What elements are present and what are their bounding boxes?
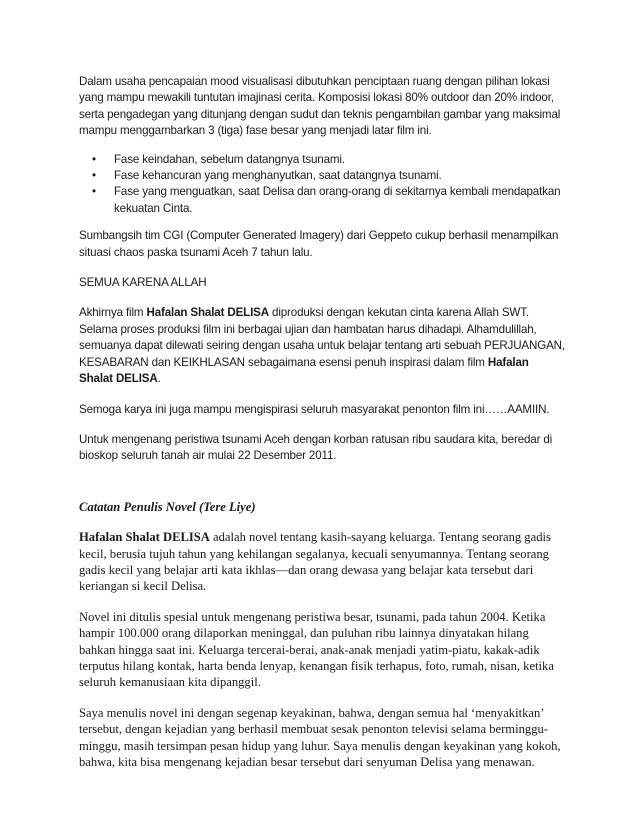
paragraph-cgi: Sumbangsih tim CGI (Computer Generated Imagery) dari Geppeto cukup berhasil menampilkan situasi chaos paska tsunami Aceh 7 tahun lalu. [79,229,559,259]
text-run: . [157,372,161,386]
paragraph-novel-tsunami: Novel ini ditulis spesial untuk mengenang peristiwa besar, tsunami, pada tahun 2004. Ketika hampir 100.000 orang dilaporkan meninggal, dan puluhan ribu lainnya dinyatakan hilang bahkan hingga saat ini. Keluarga tercerai-berai, anak-anak menjadi yatim-piatu, kakak-adik terputus hilang kontak, harta benda lenyap, kenangan fisik terhapus, foto, rumah, nisan, ketika seluruh kemanusiaan kita dipanggil. [79,609,554,690]
text-run: diproduksi dengan kekutan cinta karena Allah SWT. Selama proses produksi film ini berbagai ujian dan hambatan harus dihadapi. Alhamdulillah, semuanya dapat dilewati seiring dengan usaha untuk belajar tentang arti sebuah PERJUANGAN, KESABARAN dan KEIKHLASAN sebagaimana esensi penuh inspirasi dalam film [79,306,565,369]
paragraph-novel-intro [79,529,565,595]
bullet-icon: • [92,169,96,183]
list-item-text: Fase kehancuran yang menghanyutkan, saat datangnya tsunami. [114,169,442,183]
bullet-icon: • [92,152,96,166]
paragraph-release: Untuk mengenang peristiwa tsunami Aceh dengan korban ratusan ribu saudara kita, beredar di bioskop seluruh tanah air mulai 22 Desember 2011. [79,432,553,463]
document-page [79,74,565,770]
bullet-icon: • [92,185,96,199]
film-section [79,74,565,465]
paragraph-location: Dalam usaha pencapaian mood visualisasi dibutuhkan penciptaan ruang dengan pilihan lokasi yang mampu mewakili tuntutan imajinasi cerita. Komposisi lokasi 80% outdoor dan 20% indoor, serta pengadegan yang ditunjang dengan sudut dan teknis pengambilan gambar yang maksimal mampu menggambarkan 3 (tiga) fase besar yang menjadi latar film ini. [79,75,561,138]
paragraph-novel-belief: Saya menulis novel ini dengan segenap keyakinan, bahwa, dengan semua hal ‘menyakitkan’ tersebut, dengan kejadian yang berhasil membuat sesak penonton televisi selama berminggu-minggu, masih tersimpan pesan hidup yang luhur. Saya menulis dengan keyakinan yang kokoh, bahwa, kita bisa mengenang kejadian besar tersebut dari senyuman Delisa yang menawan. [79,705,561,769]
text-run: Akhirnya film [79,306,147,320]
list-item-text: Fase keindahan, sebelum datangnya tsunami. [114,152,345,166]
film-title-bold: Hafalan Shalat DELISA [146,306,269,320]
list-item [79,184,565,217]
novel-title-bold: Hafalan Shalat DELISA [79,530,210,545]
paragraph-production [79,305,565,387]
film-title-bold: Hafalan Shalat DELISA [79,355,529,386]
novel-section-heading: Catatan Penulis Novel (Tere Liye) [79,499,256,514]
list-item [79,152,565,168]
phase-list [79,152,565,218]
section-heading-allah: SEMUA KARENA ALLAH [79,276,207,290]
paragraph-hope: Semoga karya ini juga mampu mengispirasi seluruh masyarakat penonton film ini……AAMIIN. [79,402,550,416]
list-item [79,168,565,184]
list-item-text: Fase yang menguatkan, saat Delisa dan orang-orang di sekitarnya kembali mendapatkan kekuatan Cinta. [114,185,561,215]
text-run: adalah novel tentang kasih-sayang keluarga. Tentang seorang gadis kecil, berusia tujuh tahun yang kehilangan segalanya, kecuali senyumannya. Tentang seorang gadis kecil yang belajar arti kata ikhlas—dan orang dewasa yang belajar kata tersebut dari keriangan si kecil Delisa. [79,530,551,594]
novel-section [79,499,565,771]
